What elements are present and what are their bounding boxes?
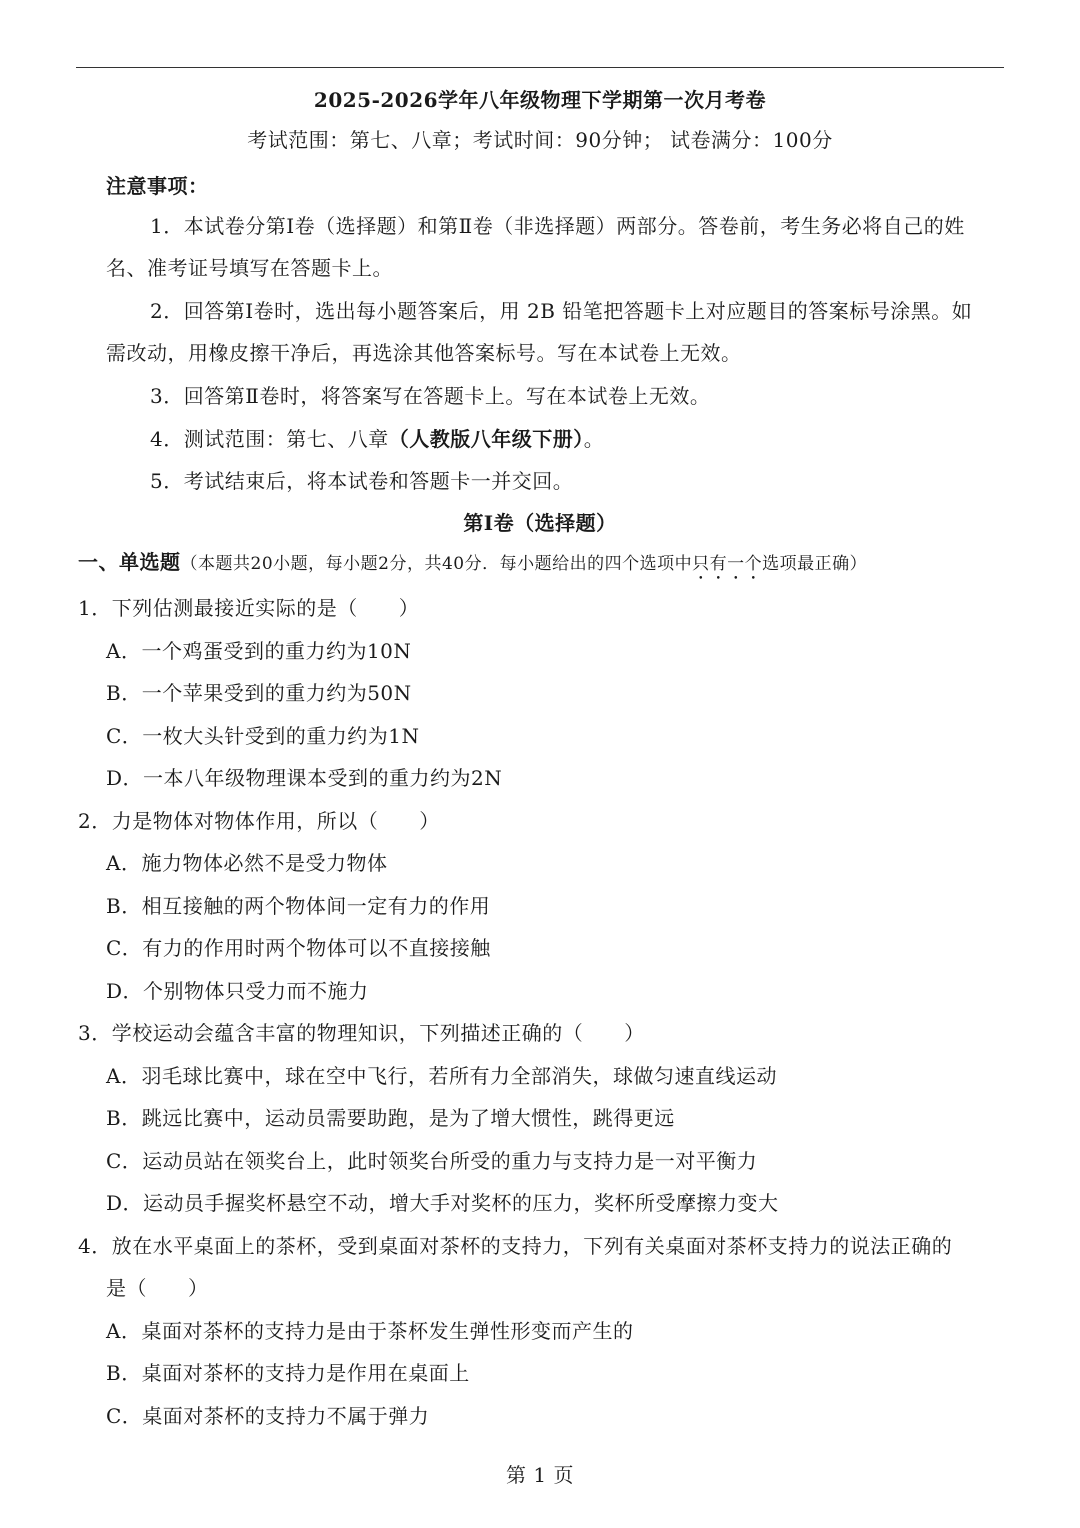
question-2-option-b: B．相互接触的两个物体间一定有力的作用 <box>106 894 491 918</box>
notice-item-5: 5．考试结束后，将本试卷和答题卡一并交回。 <box>150 469 574 493</box>
notice-item-2-line-2: 需改动，用橡皮擦干净后，再选涂其他答案标号。写在本试卷上无效。 <box>106 341 742 365</box>
notice-item-2-line-1: 2．回答第Ⅰ卷时，选出每小题答案后，用 2B 铅笔把答题卡上对应题目的答案标号涂黑。如 <box>150 299 973 323</box>
header-rule <box>76 67 1004 68</box>
notice-item-4-suffix: 。 <box>583 427 605 451</box>
volume-title: 第Ⅰ卷（选择题） <box>463 511 617 535</box>
question-3-stem: 3．学校运动会蕴含丰富的物理知识，下列描述正确的（ ） <box>78 1021 645 1045</box>
section-desc-after: 选项最正确） <box>762 554 868 574</box>
notice-item-4 <box>150 425 604 453</box>
question-1-option-d: D．一本八年级物理课本受到的重力约为2N <box>106 766 503 790</box>
notice-item-1-line-2: 名、准考证号填写在答题卡上。 <box>106 256 393 280</box>
question-4-option-c: C．桌面对茶杯的支持力不属于弹力 <box>106 1404 430 1428</box>
question-4-option-b: B．桌面对茶杯的支持力是作用在桌面上 <box>106 1361 470 1385</box>
question-3-option-a: A．羽毛球比赛中，球在空中飞行，若所有力全部消失，球做匀速直线运动 <box>106 1064 777 1088</box>
question-3-option-d: D．运动员手握奖杯悬空不动，增大手对奖杯的压力，奖杯所受摩擦力变大 <box>106 1191 779 1215</box>
notice-item-3: 3．回答第Ⅱ卷时，将答案写在答题卡上。写在本试卷上无效。 <box>150 384 711 408</box>
question-2-option-a: A．施力物体必然不是受力物体 <box>106 851 388 875</box>
question-1-stem: 1．下列估测最接近实际的是（ ） <box>78 596 420 620</box>
notice-item-1-line-1: 1．本试卷分第Ⅰ卷（选择题）和第Ⅱ卷（非选择题）两部分。答卷前，考生务必将自己的姓 <box>150 214 965 238</box>
question-2-option-d: D．个别物体只受力而不施力 <box>106 979 369 1003</box>
question-2-stem: 2．力是物体对物体作用，所以（ ） <box>78 809 440 833</box>
question-3-option-c: C．运动员站在领奖台上，此时领奖台所受的重力与支持力是一对平衡力 <box>106 1149 758 1173</box>
question-4-stem-line-2: 是（ ） <box>106 1276 209 1300</box>
question-2-option-c: C．有力的作用时两个物体可以不直接接触 <box>106 936 491 960</box>
question-1-option-b: B．一个苹果受到的重力约为50N <box>106 681 412 705</box>
section-desc-emphasis: 只有一个 <box>692 554 763 574</box>
question-3-option-b: B．跳远比赛中，运动员需要助跑，是为了增大惯性，跳得更远 <box>106 1106 675 1130</box>
section-title: 一、单选题 <box>78 550 181 574</box>
question-1-option-c: C．一枚大头针受到的重力约为1N <box>106 724 420 748</box>
section-heading <box>78 548 867 584</box>
exam-title: 2025-2026学年八年级物理下学期第一次月考卷 <box>313 88 767 112</box>
notice-item-4-textbook: （人教版八年级下册） <box>388 427 584 451</box>
exam-info: 考试范围：第七、八章；考试时间：90分钟； 试卷满分：100分 <box>247 128 833 152</box>
section-desc-before: （本题共20小题，每小题2分，共40分．每小题给出的四个选项中 <box>180 554 693 574</box>
notice-heading: 注意事项： <box>106 174 209 198</box>
page-number: 第 1 页 <box>506 1463 574 1487</box>
question-1-option-a: A．一个鸡蛋受到的重力约为10N <box>106 639 412 663</box>
notice-item-4-prefix: 4．测试范围：第七、八章 <box>150 427 389 451</box>
question-4-stem-line-1: 4．放在水平桌面上的茶杯，受到桌面对茶杯的支持力，下列有关桌面对茶杯支持力的说法正确的 <box>78 1234 953 1258</box>
question-4-option-a: A．桌面对茶杯的支持力是由于茶杯发生弹性形变而产生的 <box>106 1319 634 1343</box>
